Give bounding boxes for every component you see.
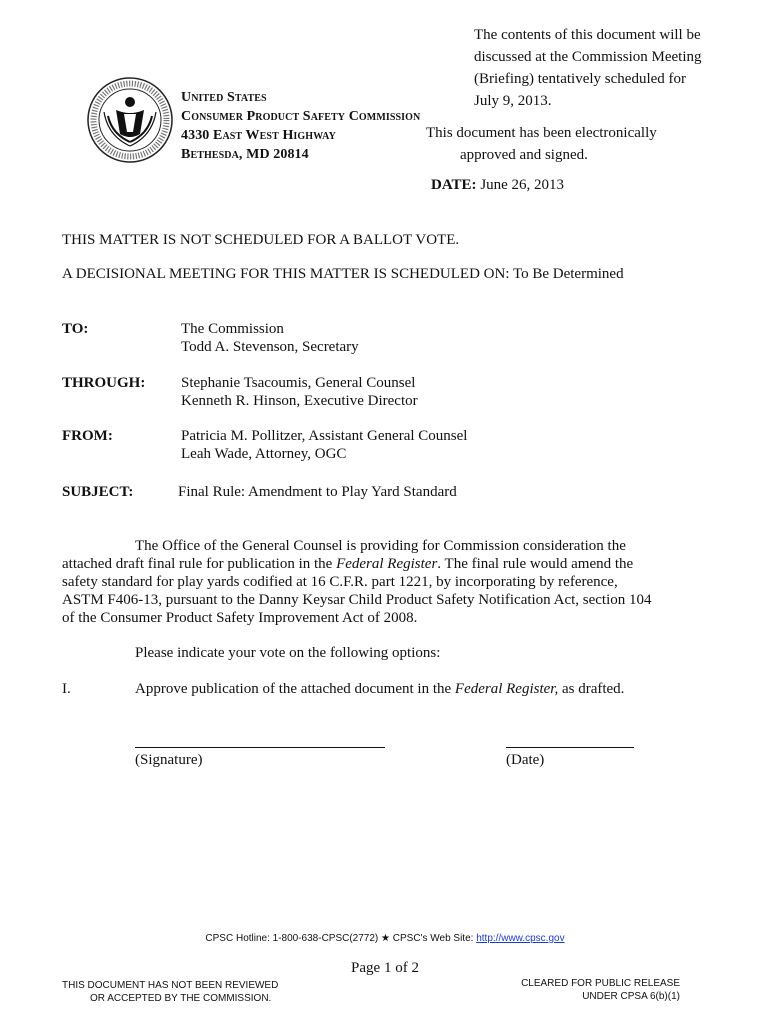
meeting-note-line: The contents of this document will be (474, 27, 701, 43)
to-line: The Commission (181, 321, 284, 337)
decisional-line: A DECISIONAL MEETING FOR THIS MATTER IS SCHEDULED ON: To Be Determined (62, 266, 624, 282)
electronic-note-line: This document has been electronically (426, 125, 657, 141)
subject-text: Final Rule: Amendment to Play Yard Standard (178, 484, 457, 500)
subject-label: SUBJECT: (62, 484, 134, 500)
agency-line: United States (181, 90, 267, 105)
disclaimer-line: THIS DOCUMENT HAS NOT BEEN REVIEWED (62, 980, 279, 991)
vote-instruction: Please indicate your vote on the following options: (135, 645, 441, 661)
date-line[interactable] (506, 747, 634, 748)
to-recipients (181, 320, 359, 356)
body-text: . The final rule would amend the safety standard for play yards codified at 16 C.F.R. part 1221, by incorporating by reference, ASTM F406-13, pursuant to the Danny Keysar Child Product Safety Notification Act, section 104 of the Consumer Product Safety Improvement Act of 2008. (62, 556, 652, 626)
to-label: TO: (62, 321, 89, 337)
through-line: Kenneth R. Hinson, Executive Director (181, 393, 418, 409)
memo-date (431, 176, 564, 194)
agency-line: Bethesda, MD 20814 (181, 147, 309, 162)
body-paragraph (62, 537, 662, 627)
seal-icon (86, 76, 174, 164)
federal-register-ref: Federal Register, (454, 681, 559, 697)
to-line: Todd A. Stevenson, Secretary (181, 339, 359, 355)
through-line: Stephanie Tsacoumis, General Counsel (181, 375, 416, 391)
meeting-note-line: discussed at the Commission Meeting (474, 49, 702, 65)
electronic-signature-note (426, 122, 726, 166)
body-text: The Office of the General Counsel is providing for Commission consideration the attached draft final rule for publication in the (62, 538, 626, 572)
clearance-line: CLEARED FOR PUBLIC RELEASE (521, 978, 680, 989)
through-label: THROUGH: (62, 375, 146, 391)
clearance-line: UNDER CPSA 6(b)(1) (582, 991, 680, 1002)
agency-line: 4330 East West Highway (181, 128, 336, 143)
footer-hotline (0, 933, 770, 944)
date-value: June 26, 2013 (480, 177, 565, 193)
agency-line: Consumer Product Safety Commission (181, 109, 421, 124)
cpsc-website-link[interactable]: http://www.cpsc.gov (476, 933, 565, 944)
cpsc-seal-logo (86, 76, 174, 164)
from-line: Leah Wade, Attorney, OGC (181, 446, 347, 462)
meeting-note-line: (Briefing) tentatively scheduled for (474, 71, 687, 87)
disclaimer-line: OR ACCEPTED BY THE COMMISSION. (90, 993, 272, 1004)
option-text (135, 680, 695, 698)
footer-clearance (470, 977, 680, 1003)
signature-line[interactable] (135, 747, 385, 748)
from-line: Patricia M. Pollitzer, Assistant General Counsel (181, 428, 468, 444)
date-label: DATE: (431, 177, 477, 193)
option-number: I. (62, 681, 71, 697)
from-label: FROM: (62, 428, 113, 444)
ballot-line: THIS MATTER IS NOT SCHEDULED FOR A BALLOT VOTE. (62, 232, 460, 248)
date-field-label: (Date) (506, 752, 545, 768)
footer-disclaimer (62, 979, 278, 1005)
meeting-note-line: July 9, 2013. (474, 93, 552, 109)
hotline-text: CPSC Hotline: 1-800-638-CPSC(2772) ★ CPSC's Web Site: (205, 933, 477, 944)
electronic-note-line: approved and signed. (460, 147, 588, 163)
federal-register-ref: Federal Register (336, 556, 438, 572)
page-number: Page 1 of 2 (351, 960, 419, 976)
option-text-part: Approve publication of the attached document in the (135, 681, 455, 697)
from-senders (181, 427, 467, 463)
meeting-note (474, 24, 744, 112)
through-recipients (181, 374, 418, 410)
signature-label: (Signature) (135, 752, 203, 768)
option-text-part: as drafted. (558, 681, 625, 697)
